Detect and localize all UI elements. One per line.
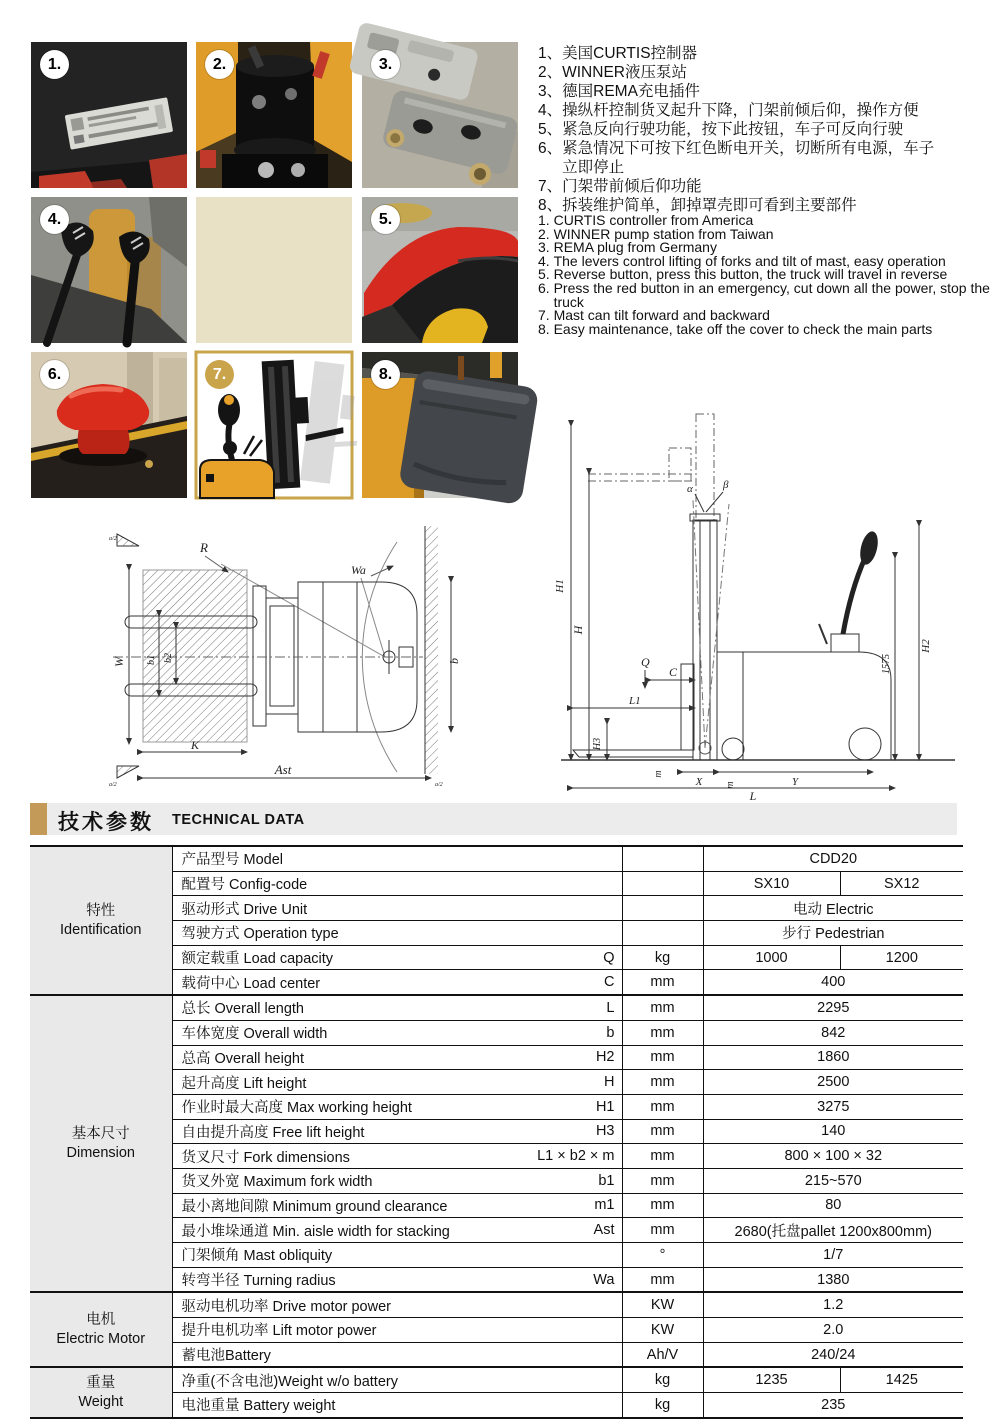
- gold-accent-square: [30, 803, 47, 835]
- dim-label-a2: a/2: [109, 536, 117, 542]
- param-unit: °: [622, 1243, 703, 1268]
- param-name-cell: [172, 1094, 622, 1119]
- photo-mast-tilt: [196, 352, 352, 498]
- technical-data-header: [30, 803, 957, 835]
- param-name-cell: [172, 1243, 622, 1268]
- param-unit: kg: [622, 1393, 703, 1418]
- section-label-cn: 特性: [86, 902, 116, 919]
- param-symbol: H1: [595, 1098, 615, 1115]
- param-name: 最小堆垛通道 Min. aisle width for stacking: [181, 1223, 450, 1240]
- param-symbol: C: [604, 974, 615, 991]
- param-name-cell: [172, 1292, 622, 1317]
- header-title-cn: 技术参数: [58, 811, 154, 834]
- dim-label-wa: Wa: [351, 563, 366, 577]
- param-name: 最小离地间隙 Minimum ground clearance: [181, 1198, 448, 1215]
- dim-label-a2: a/2: [109, 782, 117, 788]
- feature-item-number: 7.: [538, 307, 554, 324]
- param-name: 门架倾角 Mast obliquity: [181, 1248, 333, 1265]
- feature-item-en: [538, 320, 990, 337]
- param-name-cell: [172, 1267, 622, 1292]
- param-symbol: H: [604, 1074, 615, 1091]
- section-label-en: Weight: [78, 1393, 124, 1410]
- header-title-en: TECHNICAL DATA: [172, 812, 305, 828]
- spec-row: [30, 1367, 963, 1392]
- feature-item-number: 2.: [538, 225, 554, 242]
- param-name: 驱动形式 Drive Unit: [181, 901, 308, 918]
- param-value-sx12: 1200: [840, 945, 963, 970]
- dim-label-l: L: [749, 789, 757, 803]
- side-view-drawing: [543, 408, 963, 803]
- dim-label-b1: b1: [146, 655, 157, 665]
- param-name-cell: [172, 1168, 622, 1193]
- param-name-cell: [172, 1070, 622, 1095]
- blank-grid-cell: [196, 197, 352, 343]
- param-value: CDD20: [703, 846, 963, 871]
- section-label-en: Dimension: [66, 1144, 135, 1161]
- param-name: 作业时最大高度 Max working height: [181, 1100, 412, 1117]
- dim-label-w: W: [112, 657, 126, 667]
- param-unit: kg: [622, 1367, 703, 1392]
- param-name-cell: [172, 1393, 622, 1418]
- feature-item-text: REMA plug from Germany: [553, 239, 717, 256]
- param-value: 80: [703, 1193, 963, 1218]
- feature-item-number: 5、: [538, 121, 563, 138]
- param-name: 自由提升高度 Free lift height: [181, 1124, 365, 1141]
- photo-reverse-button: [362, 197, 518, 343]
- feature-item-text: The levers control lifting of forks and tilt of mast, easy operation: [553, 252, 946, 269]
- param-value: 1860: [703, 1045, 963, 1070]
- photo-pump-station: [196, 42, 352, 188]
- feature-list-cn: [538, 44, 940, 215]
- param-name: 驱动电机功率 Drive motor power: [181, 1298, 391, 1315]
- param-unit: mm: [622, 1119, 703, 1144]
- param-name-cell: [172, 945, 622, 970]
- feature-item-number: 3、: [538, 83, 563, 100]
- photo-number-badge: 7.: [205, 360, 234, 389]
- param-symbol: H2: [595, 1049, 615, 1066]
- dim-label-b: b: [447, 658, 461, 664]
- dim-label-q: Q: [641, 655, 650, 669]
- dim-label-m: m: [725, 781, 736, 789]
- param-name: 电池重量 Battery weight: [181, 1398, 336, 1415]
- feature-item-cn: [538, 101, 940, 120]
- param-name: 蓄电池Battery: [181, 1348, 271, 1365]
- section-label-cn: 电机: [86, 1311, 116, 1328]
- feature-item-number: 4、: [538, 102, 563, 119]
- photo-number-badge: 5.: [371, 205, 400, 234]
- param-unit: KW: [622, 1292, 703, 1317]
- feature-item-text: Press the red button in an emergency, cut down all the power, stop the truck: [553, 279, 990, 310]
- dim-label-b2: b2: [163, 653, 174, 663]
- param-name-cell: [172, 846, 622, 871]
- param-unit: mm: [622, 1094, 703, 1119]
- dim-label-l1: L1: [629, 695, 641, 707]
- param-name-cell: [172, 1119, 622, 1144]
- param-name-cell: [172, 1020, 622, 1045]
- spec-table: [30, 845, 963, 1419]
- param-symbol: L: [606, 999, 615, 1016]
- param-unit: KW: [622, 1318, 703, 1343]
- param-name: 载荷中心 Load center: [181, 975, 321, 992]
- param-value: 800 × 100 × 32: [703, 1144, 963, 1169]
- photo-cover-maintenance: [362, 352, 518, 498]
- param-symbol: Q: [603, 949, 615, 966]
- param-name-cell: [172, 921, 622, 946]
- param-symbol: b1: [598, 1172, 615, 1189]
- feature-item-text: 美国CURTIS控制器: [562, 45, 698, 62]
- section-label: [30, 846, 172, 995]
- param-unit: mm: [622, 1218, 703, 1243]
- param-name: 转弯半径 Turning radius: [181, 1273, 336, 1290]
- feature-item-cn: [538, 120, 940, 139]
- feature-item-number: 6、: [538, 140, 563, 157]
- photo-number-badge: 1.: [40, 50, 69, 79]
- param-value: 140: [703, 1119, 963, 1144]
- feature-item-text: 门架带前倾后仰功能: [562, 178, 702, 195]
- param-value-sx10: SX10: [703, 871, 840, 896]
- dim-label-a2: a/2: [435, 782, 443, 788]
- param-unit: [622, 921, 703, 946]
- param-unit: mm: [622, 1020, 703, 1045]
- photo-number-badge: 8.: [371, 360, 400, 389]
- spec-row: [30, 1292, 963, 1317]
- param-name: 净重(不含电池)Weight w/o battery: [181, 1373, 398, 1390]
- feature-item-text: 拆装维护简单，卸掉罩壳即可看到主要部件: [562, 197, 857, 214]
- param-value: 步行 Pedestrian: [703, 921, 963, 946]
- feature-item-number: 2、: [538, 64, 563, 81]
- spec-row: [30, 846, 963, 871]
- feature-item-number: 1.: [538, 212, 554, 228]
- param-name-cell: [172, 1342, 622, 1367]
- dim-label-ast: Ast: [274, 762, 292, 777]
- param-value-sx10: 1000: [703, 945, 840, 970]
- param-name-cell: [172, 995, 622, 1020]
- param-unit: mm: [622, 970, 703, 995]
- param-value-sx12: SX12: [840, 871, 963, 896]
- param-value-sx12: 1425: [840, 1367, 963, 1392]
- param-unit: kg: [622, 945, 703, 970]
- dim-label-h3: H3: [592, 737, 603, 751]
- dim-label-beta: β: [723, 479, 729, 491]
- param-name-cell: [172, 1193, 622, 1218]
- section-label-en: Identification: [60, 921, 142, 938]
- feature-item-text: 紧急情况下可按下红色断电开关，切断所有电源，车子立即停止: [562, 140, 935, 176]
- param-symbol: L1 × b2 × m: [537, 1148, 615, 1165]
- param-name: 车体宽度 Overall width: [181, 1026, 328, 1043]
- dim-label-k: K: [190, 738, 200, 752]
- section-label: [30, 1367, 172, 1417]
- dim-label-r: R: [200, 540, 208, 555]
- param-symbol: Ast: [593, 1222, 615, 1239]
- dim-label-y: Y: [791, 776, 799, 788]
- param-unit: Ah/V: [622, 1342, 703, 1367]
- feature-item-cn: [538, 139, 940, 177]
- feature-item-number: 8、: [538, 197, 563, 214]
- param-name: 产品型号 Model: [181, 852, 284, 869]
- param-unit: mm: [622, 1168, 703, 1193]
- top-view-drawing: [55, 520, 485, 792]
- dim-label-c: C: [669, 665, 678, 679]
- dim-label-m: m: [653, 770, 664, 778]
- param-name-cell: [172, 1045, 622, 1070]
- param-name-cell: [172, 871, 622, 896]
- section-label-en: Electric Motor: [56, 1330, 146, 1347]
- feature-item-text: WINNER pump station from Taiwan: [553, 225, 774, 242]
- param-name-cell: [172, 896, 622, 921]
- photo-number-badge: 3.: [371, 50, 400, 79]
- feature-item-en: [538, 279, 990, 310]
- param-name-cell: [172, 1144, 622, 1169]
- param-name-cell: [172, 1318, 622, 1343]
- feature-item-number: 5.: [538, 266, 554, 283]
- param-value: 3275: [703, 1094, 963, 1119]
- param-value: 1.2: [703, 1292, 963, 1317]
- param-unit: mm: [622, 1045, 703, 1070]
- param-symbol: b: [606, 1024, 615, 1041]
- param-name: 货叉尺寸 Fork dimensions: [181, 1149, 350, 1166]
- photo-number-badge: 6.: [40, 360, 69, 389]
- param-value: 1/7: [703, 1243, 963, 1268]
- param-name: 额定载重 Load capacity: [181, 951, 334, 968]
- param-value: 电动 Electric: [703, 896, 963, 921]
- param-name: 驾驶方式 Operation type: [181, 926, 339, 943]
- feature-item-text: Reverse button, press this button, the truck will travel in reverse: [553, 266, 948, 283]
- feature-item-cn: [538, 82, 940, 101]
- photo-number-badge: 2.: [205, 50, 234, 79]
- param-unit: [622, 846, 703, 871]
- feature-item-cn: [538, 44, 940, 63]
- param-unit: mm: [622, 1267, 703, 1292]
- param-unit: [622, 871, 703, 896]
- param-unit: mm: [622, 995, 703, 1020]
- param-unit: mm: [622, 1193, 703, 1218]
- feature-item-number: 6.: [538, 279, 554, 296]
- feature-item-number: 4.: [538, 252, 554, 269]
- param-value-sx10: 1235: [703, 1367, 840, 1392]
- spec-table-body: [30, 846, 963, 1418]
- photo-number-badge: 4.: [40, 205, 69, 234]
- param-name-cell: [172, 1367, 622, 1392]
- photo-emergency-button: [31, 352, 187, 498]
- dim-label-alpha: α: [687, 483, 693, 495]
- feature-item-number: 1、: [538, 45, 563, 62]
- param-name: 配置号 Config-code: [181, 877, 308, 894]
- param-symbol: H3: [595, 1123, 615, 1140]
- feature-item-cn: [538, 177, 940, 196]
- feature-item-text: Easy maintenance, take off the cover to check the main parts: [553, 320, 933, 337]
- photo-control-levers: [31, 197, 187, 343]
- feature-item-text: WINNER液压泵站: [562, 64, 687, 81]
- feature-item-number: 8.: [538, 320, 554, 337]
- param-unit: [622, 896, 703, 921]
- param-name: 货叉外宽 Maximum fork width: [181, 1174, 373, 1191]
- section-label: [30, 1292, 172, 1367]
- photo-rema-plug: [362, 42, 518, 188]
- param-value: 400: [703, 970, 963, 995]
- dim-label-h: H: [571, 625, 585, 635]
- feature-item-text: 德国REMA充电插件: [562, 83, 700, 100]
- param-unit: mm: [622, 1070, 703, 1095]
- param-value: 2.0: [703, 1318, 963, 1343]
- feature-item-text: 紧急反向行驶功能，按下此按钮，车子可反向行驶: [562, 121, 904, 138]
- param-symbol: Wa: [593, 1271, 615, 1288]
- param-value: 2680(托盘pallet 1200x800mm): [703, 1218, 963, 1243]
- feature-item-text: 操纵杆控制货叉起升下降，门架前倾后仰，操作方便: [562, 102, 919, 119]
- spec-row: [30, 995, 963, 1020]
- dim-label-h1: H1: [554, 579, 566, 593]
- section-label-cn: 基本尺寸: [71, 1125, 130, 1142]
- feature-item-number: 7、: [538, 178, 563, 195]
- param-value: 215~570: [703, 1168, 963, 1193]
- param-value: 235: [703, 1393, 963, 1418]
- dim-label-1575: 1575: [881, 654, 892, 674]
- param-value: 240/24: [703, 1342, 963, 1367]
- param-name: 起升高度 Lift height: [181, 1075, 307, 1092]
- param-value: 2500: [703, 1070, 963, 1095]
- section-label: [30, 995, 172, 1292]
- feature-list-en: [538, 214, 990, 336]
- feature-item-number: 3.: [538, 239, 554, 256]
- section-label-cn: 重量: [86, 1374, 116, 1391]
- param-unit: mm: [622, 1144, 703, 1169]
- param-name: 总高 Overall height: [181, 1050, 304, 1067]
- param-value: 1380: [703, 1267, 963, 1292]
- param-name-cell: [172, 1218, 622, 1243]
- dim-label-h2: H2: [920, 639, 932, 653]
- feature-item-text: CURTIS controller from America: [553, 212, 754, 228]
- dim-label-x: X: [695, 776, 703, 788]
- param-value: 842: [703, 1020, 963, 1045]
- param-name-cell: [172, 970, 622, 995]
- param-value: 2295: [703, 995, 963, 1020]
- feature-item-text: Mast can tilt forward and backward: [553, 307, 770, 324]
- param-symbol: m1: [594, 1197, 615, 1214]
- feature-item-cn: [538, 63, 940, 82]
- param-name: 总长 Overall length: [181, 1001, 304, 1018]
- photo-curtis-controller: [31, 42, 187, 188]
- param-name: 提升电机功率 Lift motor power: [181, 1323, 377, 1340]
